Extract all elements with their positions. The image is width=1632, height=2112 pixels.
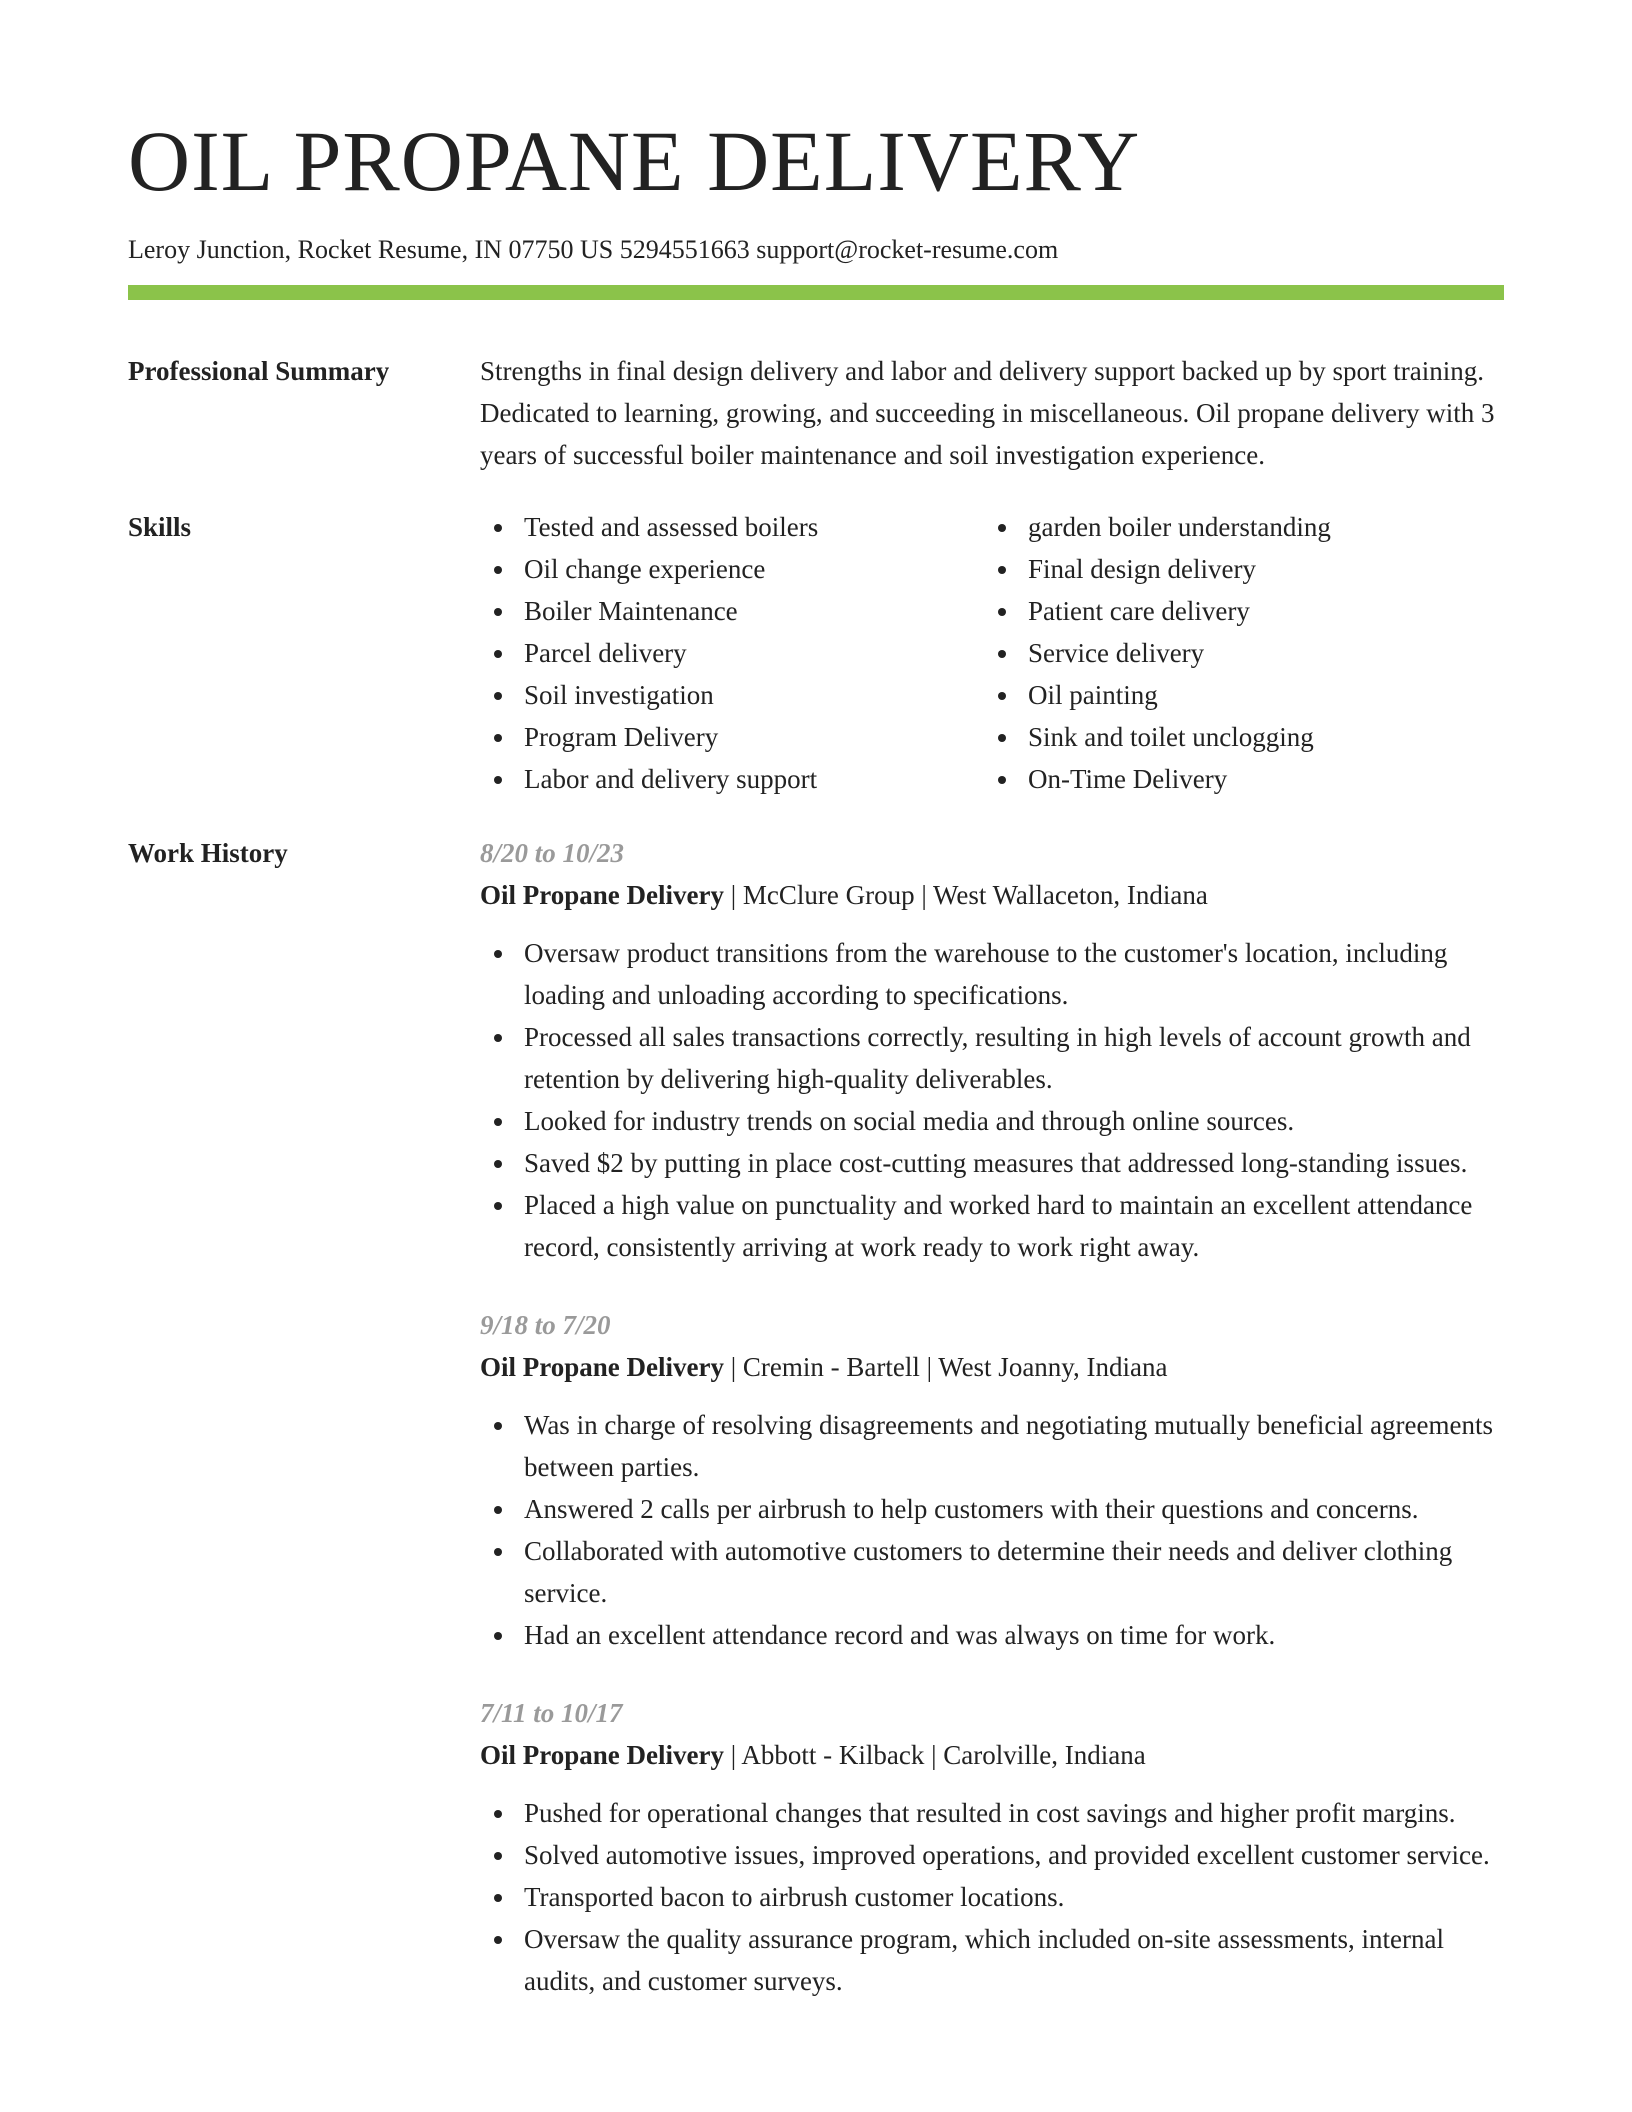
skills-list-right <box>984 506 1488 800</box>
section-label-work-history: Work History <box>128 838 288 868</box>
job-dates: 8/20 to 10/23 <box>480 838 625 868</box>
skill-item: Labor and delivery support <box>480 758 984 800</box>
job-employer-location: | Cremin - Bartell | West Joanny, Indiana <box>723 1352 1168 1382</box>
skill-item: Program Delivery <box>480 716 984 758</box>
job-entry <box>480 1304 1510 1656</box>
skill-item: Boiler Maintenance <box>480 590 984 632</box>
skill-item: Parcel delivery <box>480 632 984 674</box>
job-heading <box>480 874 1510 916</box>
skill-item: garden boiler understanding <box>984 506 1488 548</box>
resume-header <box>128 113 1504 265</box>
skill-item: Service delivery <box>984 632 1488 674</box>
job-bullet: Answered 2 calls per airbrush to help customers with their questions and concerns. <box>480 1488 1510 1530</box>
job-bullet: Placed a high value on punctuality and worked hard to maintain an excellent attendance record, consistently arriving at work ready to work right away. <box>480 1184 1510 1268</box>
skills-content <box>480 506 1510 800</box>
skill-item: Tested and assessed boilers <box>480 506 984 548</box>
job-title: Oil Propane Delivery <box>480 1740 724 1770</box>
skill-item: Oil change experience <box>480 548 984 590</box>
job-dates: 9/18 to 7/20 <box>480 1310 611 1340</box>
work-history-content <box>480 832 1510 2038</box>
job-bullet: Looked for industry trends on social media and through online sources. <box>480 1100 1510 1142</box>
job-bullet: Pushed for operational changes that resulted in cost savings and higher profit margins. <box>480 1792 1510 1834</box>
skill-item: Patient care delivery <box>984 590 1488 632</box>
job-entry <box>480 1692 1510 2002</box>
job-bullet: Oversaw product transitions from the warehouse to the customer's location, including loading and unloading according to specifications. <box>480 932 1510 1016</box>
job-bullets <box>480 932 1510 1268</box>
summary-content <box>480 350 1510 476</box>
job-bullet: Saved $2 by putting in place cost-cutting measures that addressed long-standing issues. <box>480 1142 1510 1184</box>
section-label-summary: Professional Summary <box>128 356 390 386</box>
job-bullets <box>480 1404 1510 1656</box>
job-title: Oil Propane Delivery <box>480 1352 724 1382</box>
candidate-name: OIL PROPANE DELIVERY <box>128 113 1141 209</box>
skill-item: Soil investigation <box>480 674 984 716</box>
job-bullet: Collaborated with automotive customers to determine their needs and deliver clothing service. <box>480 1530 1510 1614</box>
job-title: Oil Propane Delivery <box>480 880 724 910</box>
skill-item: Final design delivery <box>984 548 1488 590</box>
job-dates: 7/11 to 10/17 <box>480 1698 623 1728</box>
job-bullet: Oversaw the quality assurance program, which included on-site assessments, internal audits, and customer surveys. <box>480 1918 1510 2002</box>
job-bullets <box>480 1792 1510 2002</box>
job-entry <box>480 832 1510 1268</box>
job-bullet: Was in charge of resolving disagreements and negotiating mutually beneficial agreements between parties. <box>480 1404 1510 1488</box>
job-heading <box>480 1734 1510 1776</box>
section-label-skills: Skills <box>128 512 192 542</box>
skill-item: On-Time Delivery <box>984 758 1488 800</box>
job-bullet: Processed all sales transactions correctly, resulting in high levels of account growth and retention by delivering high-quality deliverables. <box>480 1016 1510 1100</box>
job-bullet: Transported bacon to airbrush customer locations. <box>480 1876 1510 1918</box>
job-employer-location: | Abbott - Kilback | Carolville, Indiana <box>723 1740 1146 1770</box>
job-bullet: Solved automotive issues, improved operations, and provided excellent customer service. <box>480 1834 1510 1876</box>
skill-item: Sink and toilet unclogging <box>984 716 1488 758</box>
contact-line: Leroy Junction, Rocket Resume, IN 07750 US 5294551663 support@rocket-resume.com <box>128 235 1059 264</box>
skills-list-left <box>480 506 984 800</box>
job-bullet: Had an excellent attendance record and was always on time for work. <box>480 1614 1510 1656</box>
skill-item: Oil painting <box>984 674 1488 716</box>
summary-text: Strengths in final design delivery and labor and delivery support backed up by sport training. Dedicated to learning, growing, and succeeding in miscellaneous. Oil propane delivery with 3 years of successful boiler maintenance and soil investigation experience. <box>480 356 1495 470</box>
accent-divider <box>128 285 1504 300</box>
job-employer-location: | McClure Group | West Wallaceton, Indiana <box>723 880 1208 910</box>
job-heading <box>480 1346 1510 1388</box>
